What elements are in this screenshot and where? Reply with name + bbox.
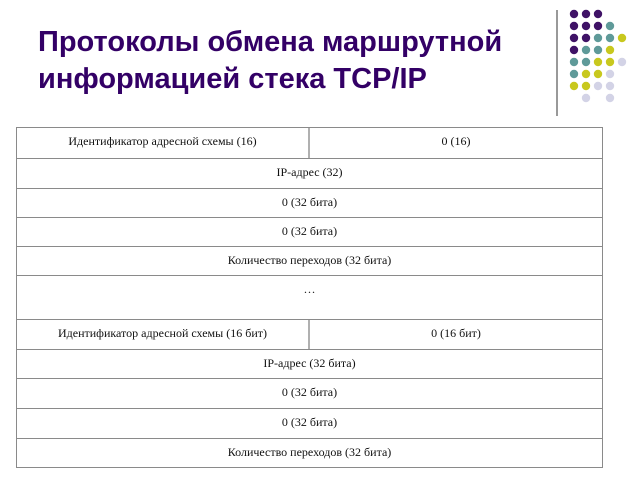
decor-dot bbox=[582, 70, 590, 78]
table-row bbox=[17, 350, 602, 379]
table-row bbox=[17, 379, 602, 409]
table-row bbox=[17, 218, 602, 247]
decor-dot bbox=[582, 82, 590, 90]
table-cell: Количество переходов (32 бита) bbox=[227, 253, 392, 267]
table-cell: Идентификатор адресной схемы (16 бит) bbox=[17, 320, 310, 349]
decor-dot bbox=[606, 46, 614, 54]
decor-dot bbox=[570, 46, 578, 54]
decor-dot bbox=[606, 58, 614, 66]
table-row bbox=[17, 247, 602, 276]
table-row bbox=[17, 276, 602, 320]
table-row bbox=[17, 159, 602, 189]
table-cell: 0 (32 бита) bbox=[281, 195, 338, 209]
decor-dot bbox=[606, 94, 614, 102]
slide-title: Протоколы обмена маршрутной информацией стека TCP/IP bbox=[38, 26, 503, 95]
decor-dot bbox=[606, 34, 614, 42]
decor-dot bbox=[606, 82, 614, 90]
decor-dot bbox=[570, 70, 578, 78]
decor-dot bbox=[594, 22, 602, 30]
decor-dot bbox=[594, 10, 602, 18]
table-cell: 0 (32 бита) bbox=[281, 415, 338, 429]
decor-dot bbox=[570, 10, 578, 18]
decorative-dot-grid-icon bbox=[568, 8, 638, 108]
table-cell: Идентификатор адресной схемы (16) bbox=[17, 128, 310, 158]
table-row bbox=[17, 409, 602, 439]
decor-dot bbox=[570, 82, 578, 90]
table-cell: 0 (16 бит) bbox=[431, 326, 481, 340]
decor-dot bbox=[582, 94, 590, 102]
decor-dot bbox=[570, 34, 578, 42]
decor-dot bbox=[594, 58, 602, 66]
decor-dot bbox=[594, 46, 602, 54]
decor-dot bbox=[594, 82, 602, 90]
table-cell: IP-адрес (32) bbox=[276, 165, 343, 179]
route-info-table bbox=[16, 127, 603, 468]
table-cell: 0 (32 бита) bbox=[281, 385, 338, 399]
decor-dot bbox=[582, 34, 590, 42]
decor-dot bbox=[582, 46, 590, 54]
decor-dot bbox=[582, 10, 590, 18]
decor-dot bbox=[606, 22, 614, 30]
table-cell: 0 (16) bbox=[441, 134, 471, 148]
decor-dot bbox=[582, 22, 590, 30]
table-cell: Количество переходов (32 бита) bbox=[227, 445, 392, 459]
table-row bbox=[17, 439, 602, 467]
decor-dot bbox=[618, 58, 626, 66]
decor-dot bbox=[582, 58, 590, 66]
decor-dot bbox=[618, 34, 626, 42]
divider-line bbox=[556, 10, 558, 116]
table-row bbox=[17, 320, 602, 350]
table-cell: IP-адрес (32 бита) bbox=[263, 356, 356, 370]
decor-dot bbox=[570, 22, 578, 30]
table-row bbox=[17, 128, 602, 159]
decor-dot bbox=[606, 70, 614, 78]
table-cell: 0 (32 бита) bbox=[281, 224, 338, 238]
decor-dot bbox=[570, 58, 578, 66]
decor-dot bbox=[594, 34, 602, 42]
decor-dot bbox=[594, 70, 602, 78]
table-cell: … bbox=[303, 282, 316, 296]
table-row bbox=[17, 189, 602, 218]
